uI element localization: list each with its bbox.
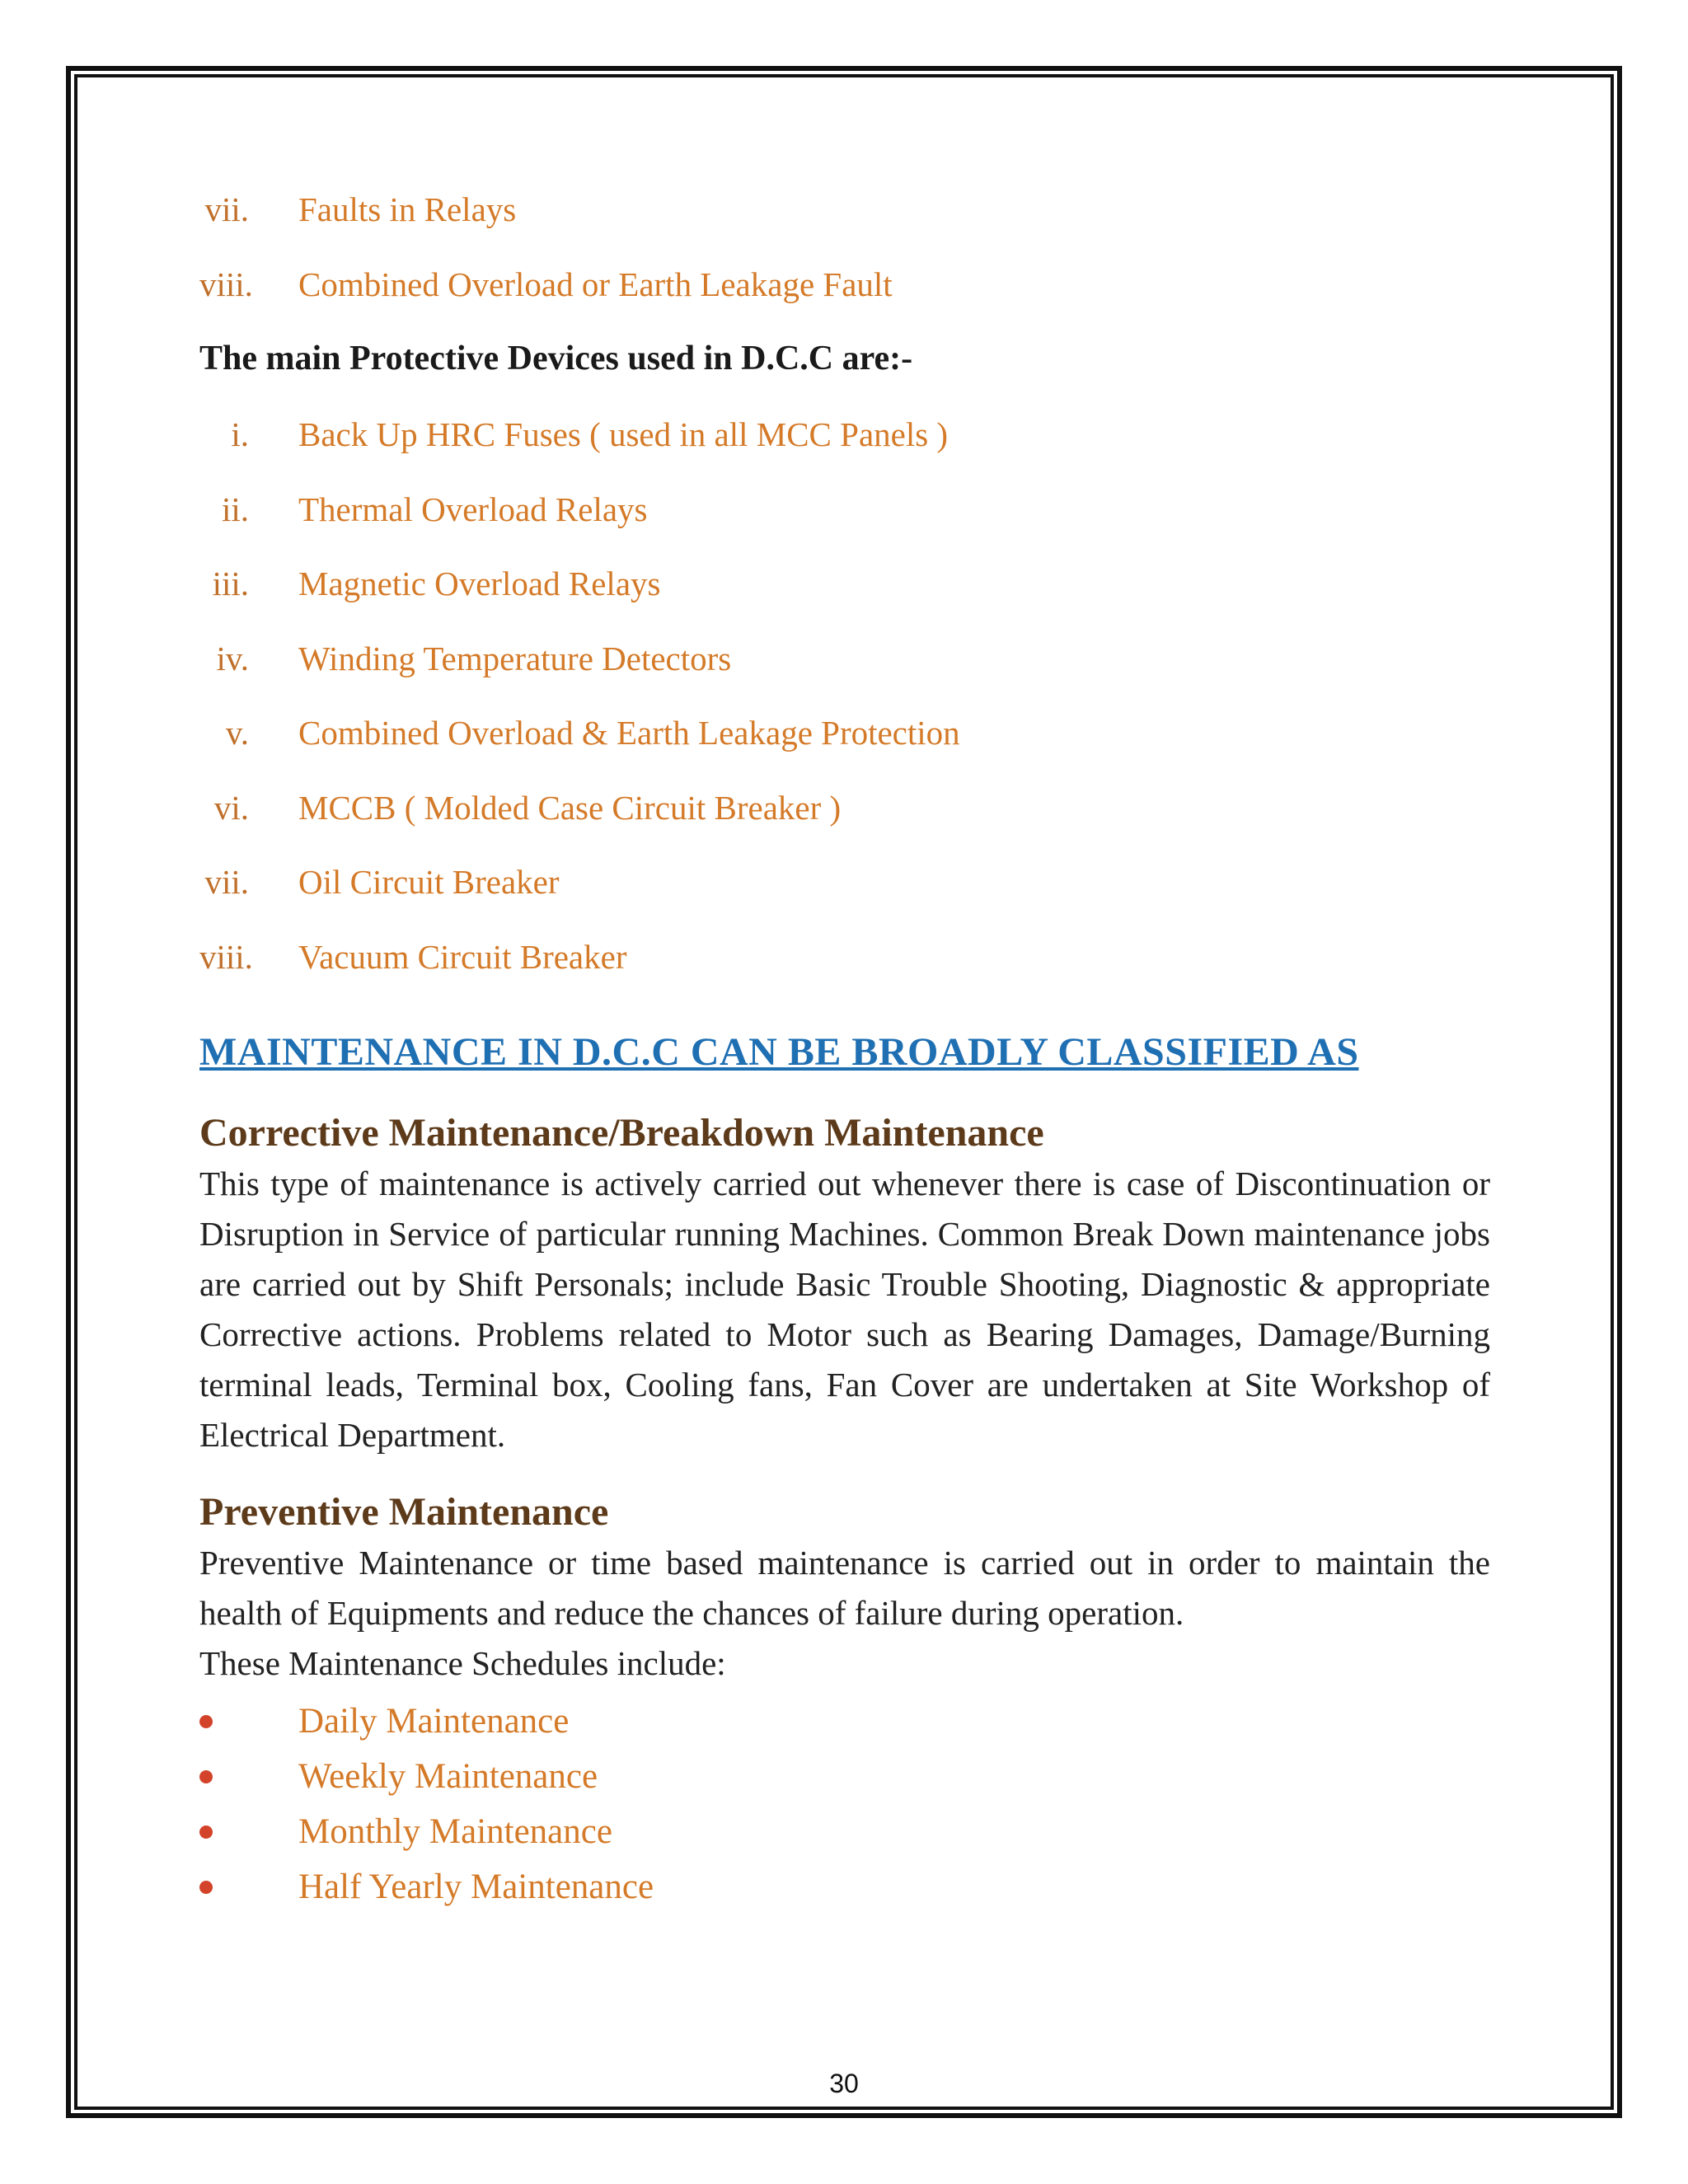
list-item-text: Weekly Maintenance — [298, 1757, 598, 1796]
list-item — [199, 713, 1490, 788]
list-item — [199, 564, 1490, 639]
spacer — [199, 1460, 1490, 1487]
list-item-number: vi. — [213, 788, 249, 827]
bullet-icon — [199, 1881, 213, 1894]
list-item — [199, 1859, 1490, 1915]
list-item-text: Thermal Overload Relays — [298, 490, 648, 528]
corrective-maintenance-heading: Corrective Maintenance/Breakdown Maintenance — [199, 1111, 1044, 1155]
list-item-text: Winding Temperature Detectors — [298, 639, 732, 677]
protective-devices-list — [199, 415, 1490, 1011]
list-item-number: vii. — [204, 863, 249, 901]
list-item-text: Combined Overload or Earth Leakage Fault — [298, 265, 893, 303]
list-item-number: viii. — [199, 265, 253, 303]
protective-devices-intro: The main Protective Devices used in D.C.C are:- — [199, 340, 913, 377]
list-item-number: i. — [231, 415, 249, 453]
list-item — [199, 265, 1490, 340]
list-item-text: Back Up HRC Fuses ( used in all MCC Panels ) — [298, 415, 949, 453]
bullet-icon — [199, 1715, 213, 1728]
list-item — [199, 1694, 1490, 1749]
list-item-number: ii. — [221, 490, 249, 528]
section-title: MAINTENANCE IN D.C.C CAN BE BROADLY CLASSIFIED AS — [199, 1030, 1359, 1074]
list-item — [199, 1804, 1490, 1859]
list-item-number: viii. — [199, 937, 253, 976]
fault-list-continued — [199, 190, 1490, 339]
list-item-text: Magnetic Overload Relays — [298, 565, 661, 602]
list-item-number: iii. — [212, 565, 249, 602]
list-item-text: MCCB ( Molded Case Circuit Breaker ) — [298, 788, 842, 827]
list-item-number: v. — [225, 714, 249, 752]
page-number: 30 — [829, 2069, 859, 2098]
list-item-text: Monthly Maintenance — [298, 1812, 612, 1851]
preventive-maintenance-body: Preventive Maintenance or time based maintenance is carried out in order to maintain the health of Equipments and reduce the chances of failure during operation. — [199, 1544, 1490, 1632]
list-item-text: Combined Overload & Earth Leakage Protection — [298, 714, 960, 752]
list-item — [199, 190, 1490, 265]
corrective-maintenance-body: This type of maintenance is actively carried out whenever there is case of Discontinuation or Disruption in Service of particular running Machines. Common Break Down maintenance jobs are carried out by Shift Personals; include Basic Trouble Shooting, Diagnostic & appropriate Corrective actions. Problems related to Motor such as Bearing Damages, Damage/Burning terminal leads, Terminal box, Cooling fans, Fan Cover are undertaken at Site Workshop of Electrical Department. — [199, 1165, 1490, 1454]
list-item — [199, 490, 1490, 565]
preventive-maintenance-heading: Preventive Maintenance — [199, 1490, 609, 1534]
bullet-icon — [199, 1770, 213, 1783]
list-item — [199, 862, 1490, 937]
maintenance-schedule-list — [199, 1694, 1490, 1915]
list-item-text: Faults in Relays — [298, 190, 517, 228]
list-item-text: Vacuum Circuit Breaker — [298, 937, 627, 976]
list-item-text: Half Yearly Maintenance — [298, 1868, 654, 1906]
list-item — [199, 639, 1490, 714]
list-item-text: Oil Circuit Breaker — [298, 863, 560, 901]
schedules-intro: These Maintenance Schedules include: — [199, 1644, 726, 1682]
bullet-icon — [199, 1825, 213, 1839]
list-item — [199, 788, 1490, 863]
list-item-text: Daily Maintenance — [298, 1702, 570, 1741]
list-item — [199, 1749, 1490, 1804]
list-item — [199, 937, 1490, 1012]
list-item — [199, 415, 1490, 490]
list-item-number: iv. — [216, 639, 249, 677]
list-item-number: vii. — [204, 190, 249, 228]
page-content — [199, 190, 1490, 1915]
